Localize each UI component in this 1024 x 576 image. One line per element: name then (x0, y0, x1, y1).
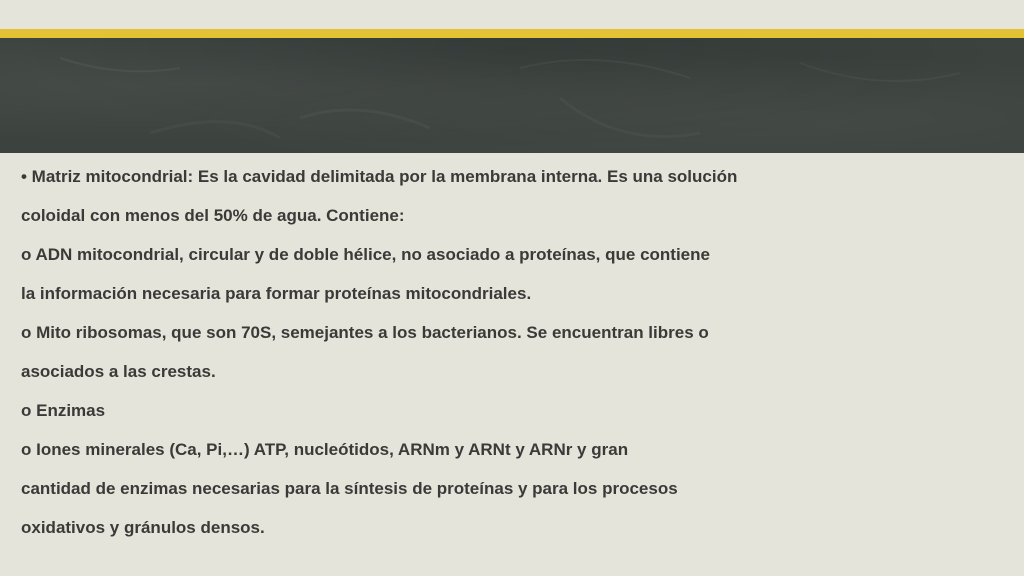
top-margin-strip (0, 0, 1024, 29)
text-line: o Mito ribosomas, que son 70S, semejantes a los bacterianos. Se encuentran libres o (21, 323, 709, 342)
text-line: coloidal con menos del 50% de agua. Contiene: (21, 206, 405, 225)
text-line: cantidad de enzimas necesarias para la síntesis de proteínas y para los procesos (21, 479, 678, 498)
text-line: o Enzimas (21, 401, 106, 420)
yellow-accent-bar (0, 29, 1024, 38)
chalk-texture (0, 38, 1024, 153)
text-line: o ADN mitocondrial, circular y de doble hélice, no asociado a proteínas, que contiene (21, 245, 710, 264)
slide-body-text (21, 164, 1011, 554)
text-line: asociados a las crestas. (21, 362, 216, 381)
text-line: o Iones minerales (Ca, Pi,…) ATP, nucleótidos, ARNm y ARNt y ARNr y gran (21, 440, 629, 459)
text-line: oxidativos y gránulos densos. (21, 518, 265, 537)
text-line: la información necesaria para formar proteínas mitocondriales. (21, 284, 532, 303)
chalkboard-header-band (0, 38, 1024, 153)
text-line: • Matriz mitocondrial: Es la cavidad delimitada por la membrana interna. Es una solución (21, 167, 738, 186)
